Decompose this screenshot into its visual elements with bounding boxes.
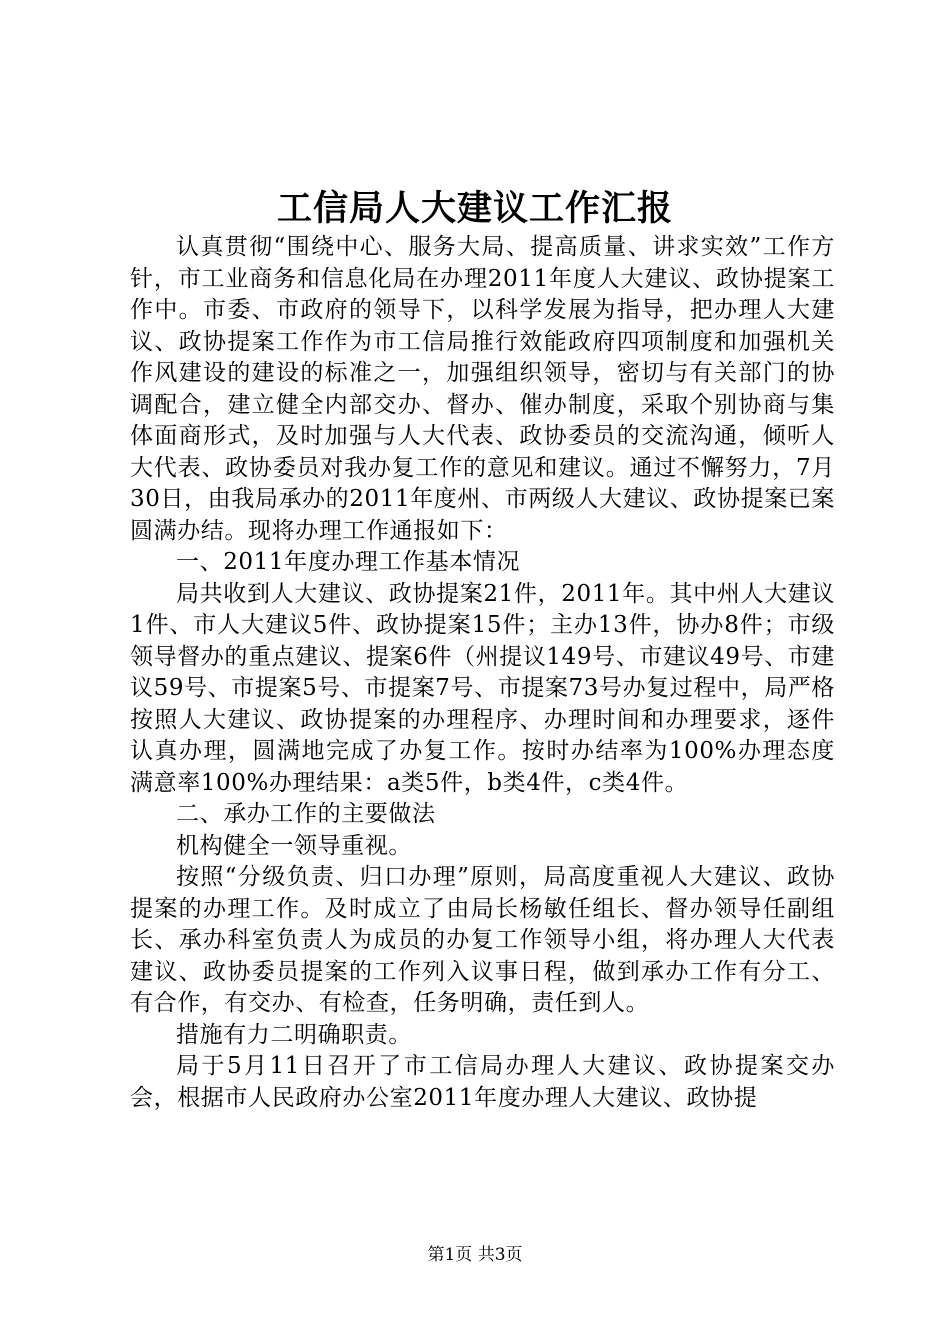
page-number: 第1页: [427, 1245, 473, 1265]
document-title: 工信局人大建议工作汇报: [276, 188, 673, 229]
subheading-organization: 机构健全一领导重视。: [176, 832, 412, 859]
paragraph-basic-situation: 局共收到人大建议、政协提案21件，2011年。其中州人大建议1件、市人大建议5件、政协提案15件；主办13件，协办8件；市级领导督办的重点建议、提案6件（州提议149号、市建议49号、市建议59号、市提案5号、市提案7号、市提案73号办复过程中，局严格按照人大建议、政协提案的办理程序、办理时间和办理要求，逐件认真办理，圆满地完成了办复工作。按时办结率为100%办理态度满意率100%办理结果：a类5件，b类4件，c类4件。: [130, 580, 835, 796]
section-heading-1: 一、2011年度办理工作基本情况: [176, 549, 521, 575]
paragraph-organization: 按照“分级负责、归口办理”原则，局高度重视人大建议、政协提案的办理工作。及时成立了由局长杨敏任组长、督办领导任副组长、承办科室负责人为成员的办复工作领导小组，将办理人大代表建议、政协委员提案的工作列入议事日程，做到承办工作有分工、有合作，有交办、有检查，任务明确，责任到人。: [130, 864, 835, 1016]
subheading-measures: 措施有力二明确职责。: [176, 1021, 412, 1048]
document-body: [130, 232, 835, 1114]
page-footer: [0, 1244, 950, 1266]
section-heading-2: 二、承办工作的主要做法: [176, 801, 436, 827]
paragraph-measures: 局于5月11日召开了市工信局办理人大建议、政协提案交办会，根据市人民政府办公室2011年度办理人大建议、政协提: [130, 1053, 835, 1111]
page-total: 共3页: [477, 1245, 523, 1265]
paragraph-intro: 认真贯彻“围绕中心、服务大局、提高质量、讲求实效”工作方针，市工业商务和信息化局在办理2011年度人大建议、政协提案工作中。市委、市政府的领导下，以科学发展为指导，把办理人大建议、政协提案工作作为市工信局推行效能政府四项制度和加强机关作风建设的建设的标准之一，加强组织领导，密切与有关部门的协调配合，建立健全内部交办、督办、催办制度，采取个别协商与集体面商形式，及时加强与人大代表、政协委员的交流沟通，倾听人大代表、政协委员对我办复工作的意见和建议。通过不懈努力，7月30日，由我局承办的2011年度州、市两级人大建议、政协提案已案圆满办结。现将办理工作通报如下：: [130, 234, 835, 544]
